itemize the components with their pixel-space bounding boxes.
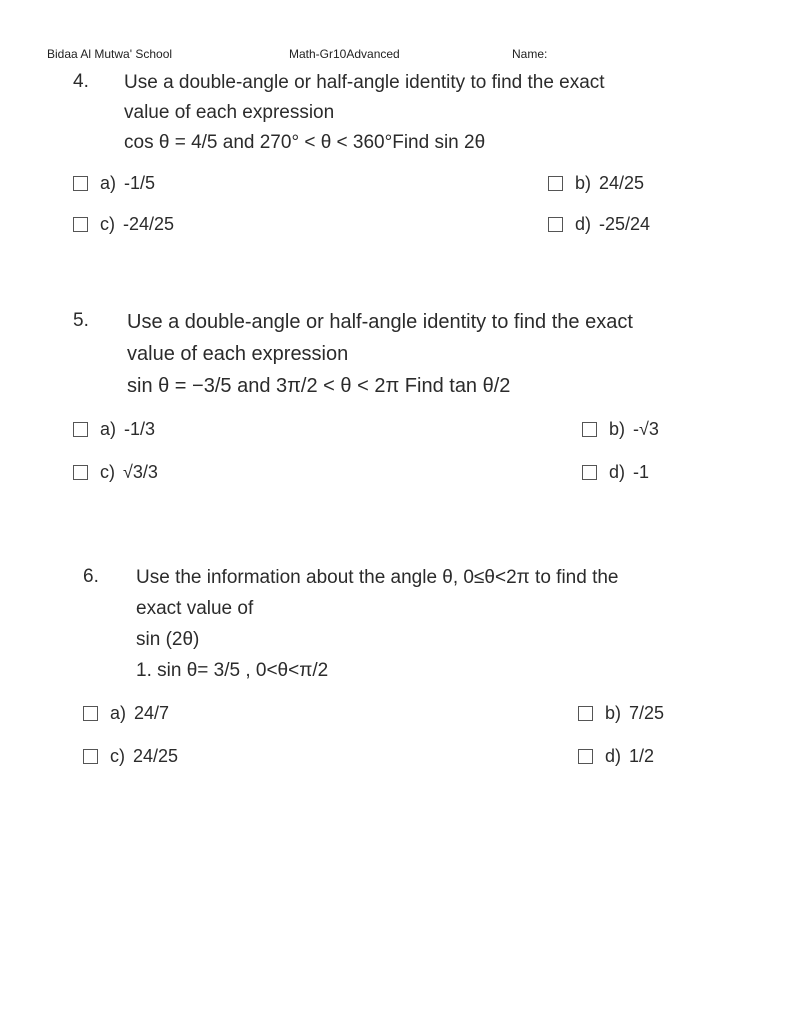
question-number: 6. — [83, 566, 99, 587]
question-line: value of each expression — [127, 343, 349, 365]
checkbox[interactable] — [582, 465, 597, 480]
question-line: Use the information about the angle θ, 0≤θ<2π to find the — [136, 567, 619, 588]
option-c[interactable] — [73, 214, 174, 235]
option-letter: c) — [110, 746, 125, 766]
option-letter: c) — [100, 214, 115, 234]
checkbox[interactable] — [73, 217, 88, 232]
option-letter: d) — [575, 214, 592, 234]
checkbox[interactable] — [83, 749, 98, 764]
question-text — [124, 68, 605, 158]
question-number: 4. — [73, 71, 89, 92]
checkbox[interactable] — [582, 422, 597, 437]
option-text: 24/25 — [133, 746, 179, 766]
question-text — [136, 562, 619, 686]
checkbox[interactable] — [548, 176, 563, 191]
option-letter: a) — [110, 703, 127, 723]
option-text: -24/25 — [123, 214, 175, 234]
checkbox[interactable] — [73, 465, 88, 480]
school-name: Bidaa Al Mutwa' School — [47, 47, 173, 61]
option-text: -√3 — [633, 419, 659, 439]
question-line: sin θ = −3/5 and 3π/2 < θ < 2π Find tan θ/2 — [127, 375, 511, 397]
option-d[interactable] — [578, 746, 654, 767]
option-b[interactable] — [578, 703, 664, 724]
option-letter: b) — [609, 419, 626, 439]
option-text: -1/5 — [124, 173, 156, 193]
option-d[interactable] — [582, 462, 649, 483]
question-line: cos θ = 4/5 and 270° < θ < 360°Find sin 2θ — [124, 132, 486, 153]
option-text: √3/3 — [123, 462, 158, 482]
option-d[interactable] — [548, 214, 650, 235]
option-a[interactable] — [83, 703, 169, 724]
option-c[interactable] — [83, 746, 178, 767]
student-name-label: Name: — [512, 47, 548, 61]
option-b[interactable] — [582, 419, 659, 440]
option-letter: d) — [609, 462, 626, 482]
question-line: value of each expression — [124, 102, 335, 123]
option-c[interactable] — [73, 462, 158, 483]
question-line: sin (2θ) — [136, 629, 200, 650]
question-line: Use a double-angle or half-angle identity to find the exact — [124, 72, 605, 93]
option-letter: a) — [100, 419, 117, 439]
checkbox[interactable] — [73, 422, 88, 437]
checkbox[interactable] — [578, 706, 593, 721]
question-line: Use a double-angle or half-angle identity to find the exact — [127, 311, 633, 333]
option-text: 7/25 — [629, 703, 665, 723]
option-text: 24/7 — [134, 703, 170, 723]
question-text — [127, 306, 633, 402]
option-letter: b) — [575, 173, 592, 193]
option-letter: c) — [100, 462, 115, 482]
checkbox[interactable] — [578, 749, 593, 764]
option-a[interactable] — [73, 419, 155, 440]
option-text: -1/3 — [124, 419, 156, 439]
option-letter: d) — [605, 746, 622, 766]
checkbox[interactable] — [83, 706, 98, 721]
option-b[interactable] — [548, 173, 644, 194]
question-line: exact value of — [136, 598, 254, 619]
option-letter: b) — [605, 703, 622, 723]
option-text: -1 — [633, 462, 650, 482]
option-text: -25/24 — [599, 214, 651, 234]
question-number: 5. — [73, 310, 89, 331]
option-text: 1/2 — [629, 746, 655, 766]
worksheet-header — [0, 47, 793, 65]
checkbox[interactable] — [73, 176, 88, 191]
option-a[interactable] — [73, 173, 155, 194]
option-letter: a) — [100, 173, 117, 193]
subject-label: Math-Gr10Advanced — [289, 47, 400, 61]
checkbox[interactable] — [548, 217, 563, 232]
question-line: 1. sin θ= 3/5 , 0<θ<π/2 — [136, 660, 329, 681]
option-text: 24/25 — [599, 173, 645, 193]
